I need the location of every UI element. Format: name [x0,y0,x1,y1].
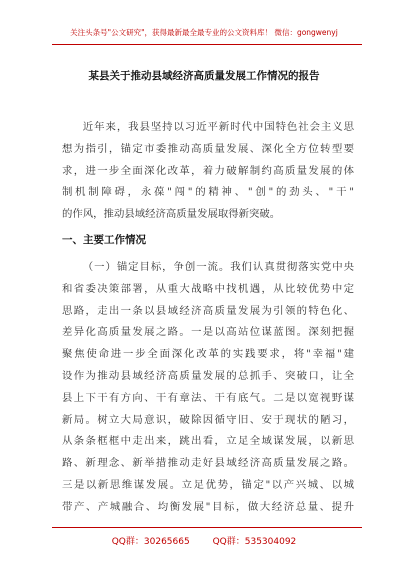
footer-divider [52,527,362,528]
section1-line: 思路，走出一条以县域经济高质量发展为引领的特色化、 [62,304,354,317]
intro-line: 近年来，我县坚持以习近平新时代中国特色社会主义思 [82,121,354,133]
section1-line: 县上下干有方向、干有章法、干有底气。二是以宽视野谋 [62,391,354,404]
intro-line: 想为指引，锚定市委推动高质量发展、深化全方位转型要 [62,142,354,155]
section1-line: 新局。树立大局意识，破除因循守旧、安于现状的陋习， [62,413,354,426]
section1-line: 三是以新思维谋发展。立足优势，锚定"以产兴城、以城 [62,478,354,491]
intro-paragraph [62,117,354,226]
section1-paragraph [62,257,354,519]
footer [0,534,408,547]
section1-line: 路、新理念、新举措推动走好县域经济高质量发展之路。 [62,457,354,470]
document-title: 某县关于推动县域经济高质量发展工作情况的报告 [88,70,320,82]
header-banner: 关注头条号"公文研究"，获得最新最全最专业的公文资料库！ 微信：gongwenyj [70,28,338,37]
section-heading: 一、主要工作情况 [62,234,146,246]
section1-line: 差异化高质量发展之路。一是以高站位谋蓝图。深刻把握 [62,326,354,339]
intro-line: 的作风，推动县域经济高质量发展取得新突破。 [62,208,281,221]
section1-line: 从条条框框中走出来，跳出看，立足全域谋发展，以新思 [62,435,354,448]
section1-line: （一）锚定目标，争创一流。我们认真贯彻落实党中央 [82,261,354,273]
footer-qq-group-1: QQ群：30265665 [111,537,190,547]
header-divider [52,44,362,45]
section1-line: 聚焦使命进一步全面深化改革的实践要求，将"幸福"建 [62,348,354,361]
intro-line: 制机制障碍，永葆"闯"的精神、"创"的劲头、"干" [62,186,354,199]
intro-line: 求，进一步全面深化改革，着力破解制约高质量发展的体 [62,164,354,177]
section1-line: 和省委决策部署，从重大战略中找机遇，从比较优势中定 [62,282,354,295]
section1-line: 带产、产城融合、均衡发展"目标，做大经济总量、提升 [62,500,354,513]
footer-qq-group-2: QQ群：535304092 [212,537,297,547]
section1-line: 设作为推动县域经济高质量发展的总抓手、突破口，让全 [62,369,354,382]
